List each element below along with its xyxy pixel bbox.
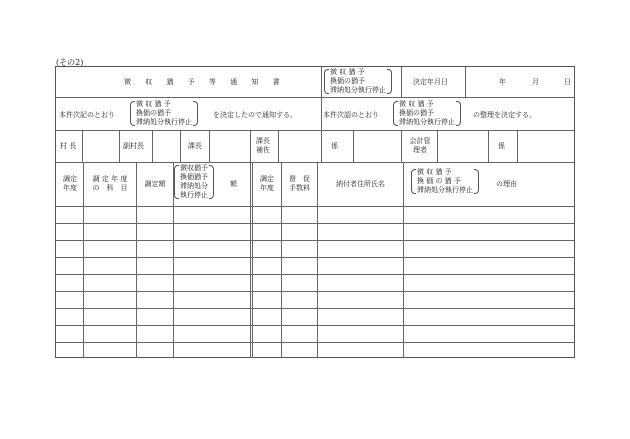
col-header-year-2: 調定 — [260, 175, 274, 183]
notice-option: 換価の猶予 — [136, 109, 171, 117]
table-row-line — [56, 223, 574, 224]
col-divider — [250, 162, 251, 358]
mayor-label: 村 長 — [60, 142, 77, 150]
col-divider — [437, 130, 438, 162]
col-divider — [82, 130, 83, 162]
col-header-fee: 督 促 — [289, 175, 310, 183]
row-divider — [56, 206, 574, 207]
col-divider — [136, 162, 137, 358]
col-divider — [152, 130, 153, 162]
grace-option: 徴収猶予 — [180, 164, 208, 172]
arrangement-suffix: の整理を決定する。 — [473, 111, 536, 119]
assistant-chief-label: 補佐 — [256, 146, 270, 154]
col-divider — [465, 67, 466, 97]
reason-suffix: の理由 — [496, 180, 517, 188]
day-label: 日 — [564, 78, 571, 86]
col-header-taxpayer: 納付者住所氏名 — [336, 180, 385, 188]
notice-suffix: を決定したので通知する。 — [213, 111, 297, 119]
row-divider — [56, 130, 574, 131]
col-header-amount: 調定額 — [144, 180, 166, 188]
table-row-line — [56, 308, 574, 309]
header-option: 換価の猶予 — [330, 77, 365, 85]
header-options-bracket — [330, 68, 386, 95]
col-divider — [488, 130, 489, 162]
col-divider — [180, 130, 181, 162]
reason-option: 徴 収 猶 予 — [417, 168, 452, 176]
reason-options-bracket — [417, 168, 473, 195]
col-divider — [250, 130, 251, 162]
reason-option: 換 価 の 猶 予 — [417, 177, 461, 185]
grace-option: 執行停止 — [180, 191, 208, 199]
notification-form — [55, 66, 575, 358]
table-row-line — [56, 257, 574, 258]
notice-option: 徴 収 猶 予 — [136, 100, 171, 108]
col-header-item: 調 定 年 度 — [92, 175, 128, 183]
staff-label: 係 — [498, 142, 505, 150]
table-row-line — [56, 240, 574, 241]
year-label: 年 — [499, 78, 506, 86]
col-header-item: の 科 目 — [92, 184, 128, 192]
table-row-line — [56, 274, 574, 275]
assistant-chief-label: 課長 — [256, 137, 270, 145]
grace-option: 滞納処分 — [180, 182, 208, 190]
section-chief-label: 課長 — [188, 142, 202, 150]
table-row-line — [56, 342, 574, 343]
col-divider — [321, 67, 322, 97]
notice-prefix: 本件次記のとおり — [59, 111, 115, 119]
col-divider — [321, 130, 322, 162]
decision-date-label: 決定年月日 — [413, 78, 448, 86]
form-title: 徴 収 猶 予 等 通 知 書 — [124, 78, 286, 86]
row-divider — [56, 97, 574, 98]
col-divider — [353, 130, 354, 162]
arrangement-option: 換価の猶予 — [399, 109, 434, 117]
staff-label: 係 — [331, 142, 338, 150]
arrangement-option: 徴 収 猶 予 — [399, 100, 434, 108]
header-option: 徴 収 猶 予 — [330, 68, 365, 76]
col-header-year: 年度 — [63, 184, 77, 192]
notice-option: 滞納処分執行停止 — [136, 118, 192, 126]
row-divider — [56, 162, 574, 163]
page-label: (その2) — [56, 58, 84, 67]
grace-options-bracket — [180, 164, 208, 200]
accountant-label: 理者 — [413, 146, 427, 154]
month-label: 月 — [532, 78, 539, 86]
col-divider — [403, 162, 404, 358]
col-header-year-2: 年度 — [260, 184, 274, 192]
grace-option: 換価猶予 — [180, 173, 208, 181]
table-row-line — [56, 325, 574, 326]
col-divider — [517, 130, 518, 162]
col-header-fee: 手数料 — [289, 184, 310, 192]
col-divider — [321, 97, 322, 130]
arrangement-option: 滞納処分執行停止 — [399, 118, 455, 126]
col-divider — [401, 130, 402, 162]
arrangement-prefix: 本件次認のとおり — [323, 111, 379, 119]
col-divider — [209, 130, 210, 162]
reason-option: 滞納処分執行停止 — [417, 186, 473, 194]
col-divider — [401, 67, 402, 97]
table-row-line — [56, 291, 574, 292]
notice-options-bracket — [136, 100, 192, 127]
col-header-year: 調定 — [63, 175, 77, 183]
col-divider — [119, 130, 120, 162]
accountant-label: 会計管 — [409, 137, 431, 145]
col-divider — [317, 162, 318, 358]
arrangement-options-bracket — [399, 100, 455, 127]
header-option: 滞納処分執行停止 — [330, 86, 386, 94]
vice-mayor-label: 副村長 — [123, 142, 144, 150]
col-divider — [278, 130, 279, 162]
grace-amount-suffix: 額 — [230, 180, 237, 188]
